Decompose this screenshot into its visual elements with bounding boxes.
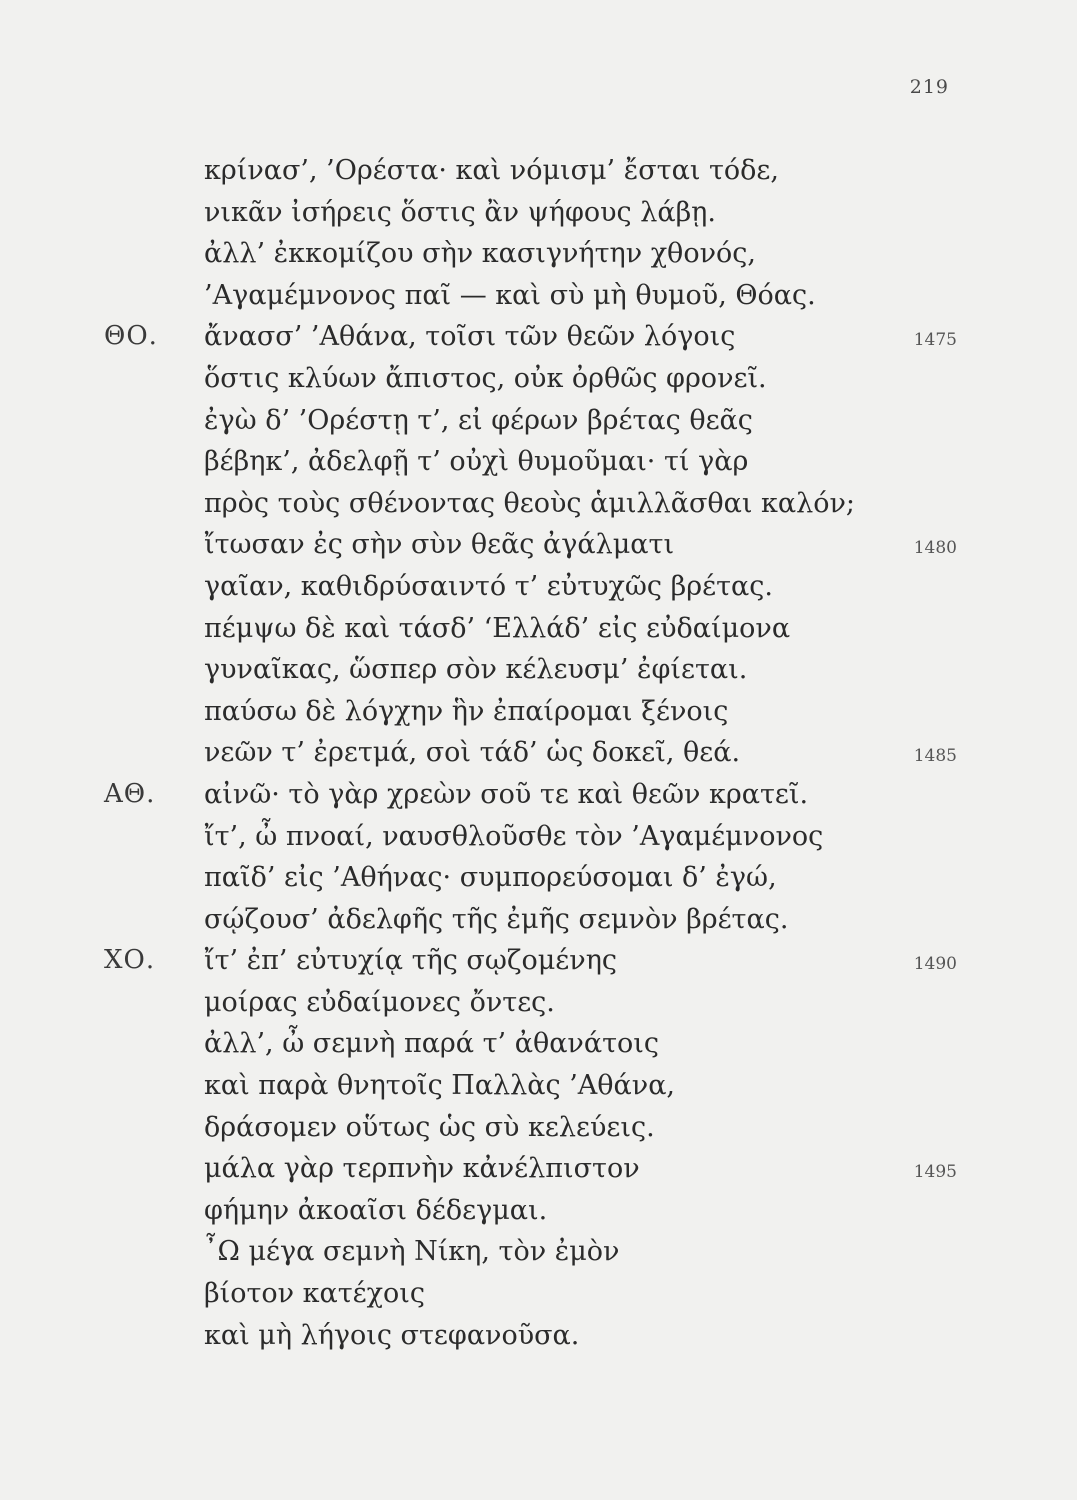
- verse-line: [0, 1315, 1077, 1357]
- line-text: σῴζουσ’ ἀδελφῆς τῆς ἐμῆς σεμνὸν βρέτας.: [204, 903, 789, 935]
- verse-line: [0, 940, 1077, 982]
- verse-line: [0, 691, 1077, 733]
- verse-text: [0, 150, 1077, 1356]
- verse-line: [0, 1065, 1077, 1107]
- verse-line: [0, 857, 1077, 899]
- speaker-label: ΧΟ.: [104, 945, 156, 976]
- speaker-label: ΘΟ.: [104, 321, 158, 352]
- verse-line: [0, 608, 1077, 650]
- line-text: ἄνασσ’ ’Αθάνα, τοῖσι τῶν θεῶν λόγοις: [204, 321, 736, 353]
- verse-line: [0, 483, 1077, 525]
- verse-line: [0, 1190, 1077, 1232]
- line-text: βέβηκ’, ἀδελφῇ τ’ οὐχὶ θυμοῦμαι· τί γὰρ: [204, 446, 749, 478]
- verse-line: [0, 192, 1077, 234]
- line-number: 1475: [913, 330, 957, 351]
- verse-line: [0, 732, 1077, 774]
- speaker-label: ΑΘ.: [104, 778, 156, 809]
- line-text: πέμψω δὲ καὶ τάσδ’ ‘Ελλάδ’ εἰς εὐδαίμονα: [204, 612, 791, 644]
- verse-line: [0, 816, 1077, 858]
- line-text: μάλα γὰρ τερπνὴν κἀνέλπιστον: [204, 1153, 640, 1185]
- verse-line: [0, 774, 1077, 816]
- verse-line: [0, 524, 1077, 566]
- line-text: αἰνῶ· τὸ γὰρ χρεὼν σοῦ τε καὶ θεῶν κρατεῖ.: [204, 778, 809, 810]
- line-text: γαῖαν, καθιδρύσαιντό τ’ εὐτυχῶς βρέτας.: [204, 570, 773, 602]
- verse-line: [0, 400, 1077, 442]
- line-number: 1485: [913, 746, 957, 767]
- line-text: γυναῖκας, ὥσπερ σὸν κέλευσμ’ ἐφίεται.: [204, 654, 748, 686]
- verse-line: [0, 1148, 1077, 1190]
- line-text: φήμην ἀκοαῖσι δέδεγμαι.: [204, 1194, 548, 1226]
- verse-line: [0, 1231, 1077, 1273]
- line-text: μοίρας εὐδαίμονες ὄντες.: [204, 986, 555, 1018]
- line-text: ἴτ’ ἐπ’ εὐτυχίᾳ τῆς σῳζομένης: [204, 945, 618, 977]
- line-text: ῏Ω μέγα σεμνὴ Νίκη, τὸν ἐμὸν: [204, 1236, 620, 1268]
- verse-line: [0, 1023, 1077, 1065]
- verse-line: [0, 316, 1077, 358]
- line-text: καὶ μὴ λήγοις στεφανοῦσα.: [204, 1319, 580, 1351]
- verse-line: [0, 358, 1077, 400]
- line-text: νεῶν τ’ ἐρετμά, σοὶ τάδ’ ὡς δοκεῖ, θεά.: [204, 737, 741, 769]
- line-text: παύσω δὲ λόγχην ἣν ἐπαίρομαι ξένοις: [204, 695, 729, 727]
- line-text: δράσομεν οὕτως ὡς σὺ κελεύεις.: [204, 1111, 655, 1143]
- verse-line: [0, 150, 1077, 192]
- line-text: βίοτον κατέχοις: [204, 1278, 425, 1310]
- line-text: κρίνασ’, ’Ορέστα· καὶ νόμισμ’ ἔσται τόδε,: [204, 155, 780, 186]
- verse-line: [0, 233, 1077, 275]
- line-text: ἐγὼ δ’ ’Ορέστῃ τ’, εἰ φέρων βρέτας θεᾶς: [204, 404, 753, 436]
- page-number: 219: [909, 76, 949, 98]
- line-text: ἀλλ’ ἐκκομίζου σὴν κασιγνήτην χθονός,: [204, 238, 756, 270]
- line-text: νικᾶν ἰσήρεις ὅστις ἂν ψήφους λάβῃ.: [204, 196, 716, 228]
- verse-line: [0, 441, 1077, 483]
- line-text: παῖδ’ εἰς ’Αθήνας· συμπορεύσομαι δ’ ἐγώ,: [204, 862, 777, 894]
- line-text: ἀλλ’, ὦ σεμνὴ παρά τ’ ἀθανάτοις: [204, 1028, 659, 1060]
- verse-line: [0, 899, 1077, 941]
- line-text: πρὸς τοὺς σθένοντας θεοὺς ἁμιλλᾶσθαι καλόν;: [204, 487, 856, 519]
- line-number: 1495: [913, 1162, 957, 1183]
- verse-line: [0, 649, 1077, 691]
- verse-line: [0, 982, 1077, 1024]
- line-number: 1490: [913, 954, 957, 975]
- verse-line: [0, 566, 1077, 608]
- line-text: ’Αγαμέμνονος παῖ — καὶ σὺ μὴ θυμοῦ, Θόας.: [204, 279, 816, 311]
- line-text: ἴτ’, ὦ πνοαί, ναυσθλοῦσθε τὸν ’Αγαμέμνονος: [204, 820, 824, 852]
- verse-line: [0, 275, 1077, 317]
- verse-line: [0, 1273, 1077, 1315]
- verse-line: [0, 1107, 1077, 1149]
- line-text: ὅστις κλύων ἄπιστος, οὐκ ὀρθῶς φρονεῖ.: [204, 362, 767, 394]
- line-text: καὶ παρὰ θνητοῖς Παλλὰς ’Αθάνα,: [204, 1070, 676, 1102]
- line-number: 1480: [913, 538, 957, 559]
- line-text: ἴτωσαν ἐς σὴν σὺν θεᾶς ἀγάλματι: [204, 529, 675, 561]
